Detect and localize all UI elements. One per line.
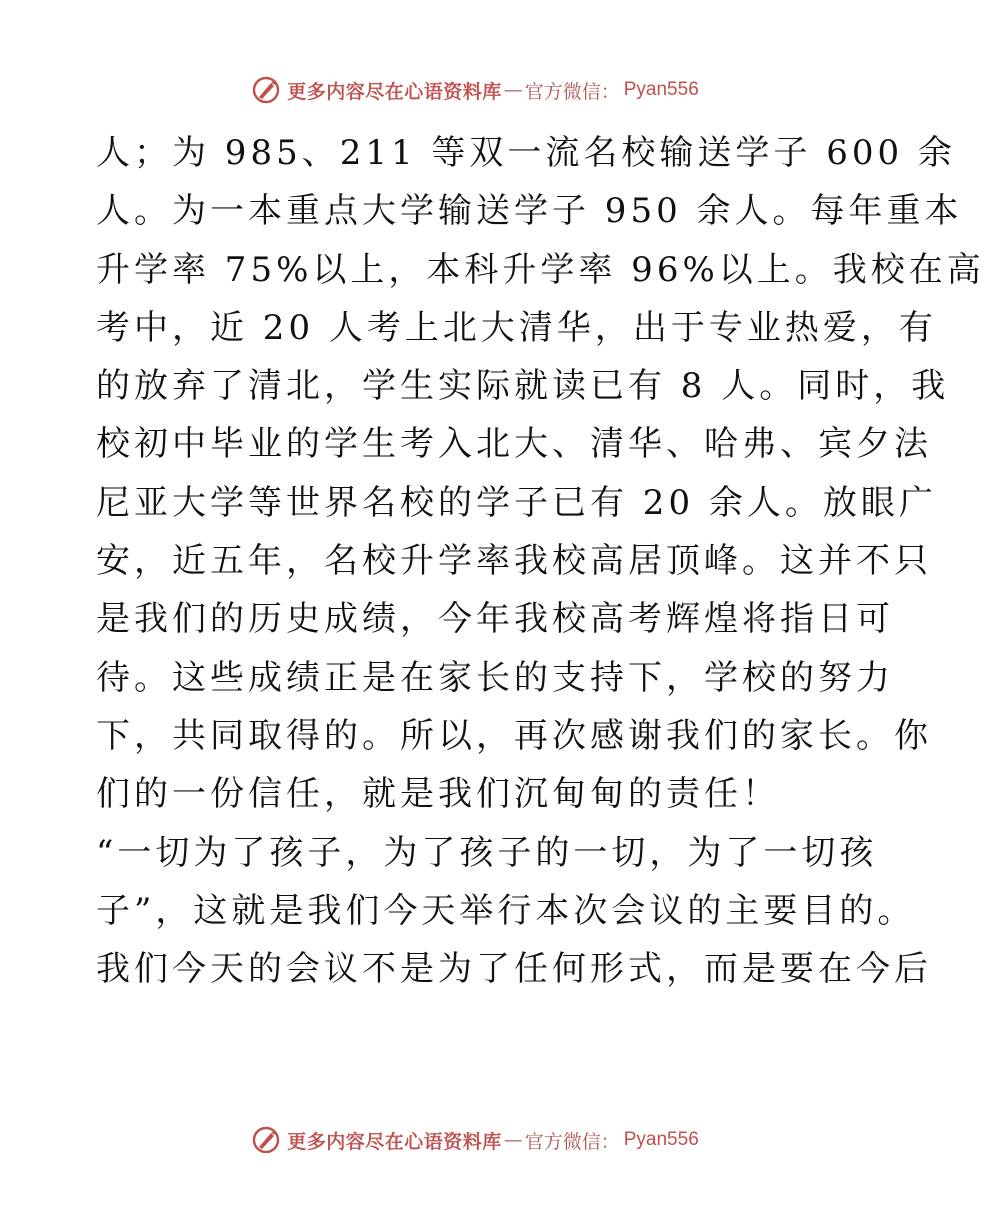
text-line: 的放弃了清北，学生实际就读已有 8 人。同时，我 — [96, 366, 950, 407]
text-line: 尼亚大学等世界名校的学子已有 20 余人。放眼广 — [96, 482, 937, 523]
text-line: 人；为 985、211 等双一流名校输送学子 600 余 — [96, 133, 956, 173]
text-line: “一切为了孩子，为了孩子的一切，为了一切孩 — [96, 832, 878, 873]
quill-pen-logo-icon — [251, 1125, 281, 1155]
banner-wechat-label: 官方微信： — [524, 1130, 620, 1153]
text-line: 安，近五年，名校升学率我校高居顶峰。这并不只 — [96, 541, 932, 582]
banner-title: 更多内容尽在心语资料库 — [287, 80, 502, 103]
banner-wechat-label: 官方微信： — [524, 80, 620, 103]
text-line: 校初中毕业的学生考入北大、清华、哈弗、宾夕法 — [96, 424, 932, 465]
banner-title: 更多内容尽在心语资料库 — [287, 1130, 502, 1153]
text-line: 是我们的历史成绩，今年我校高考辉煌将指日可 — [96, 599, 894, 640]
banner-wechat-id: Pyan556 — [623, 1129, 699, 1150]
banner-separator: — — [503, 79, 523, 101]
text-line: 待。这些成绩正是在家长的支持下，学校的努力 — [96, 657, 894, 698]
quill-pen-logo-icon — [251, 75, 281, 105]
text-line: 们的一份信任，就是我们沉甸甸的责任！ — [96, 774, 780, 815]
text-line: 考中，近 20 人考上北大清华，出于专业热爱，有 — [96, 307, 937, 348]
text-line: 我们今天的会议不是为了任何形式，而是要在今后 — [96, 949, 932, 990]
text-line: 人。为一本重点大学输送学子 950 余人。每年重本 — [96, 191, 963, 232]
header-banner — [0, 70, 950, 110]
text-line: 下，共同取得的。所以，再次感谢我们的家长。你 — [96, 715, 932, 756]
document-body — [96, 124, 985, 998]
text-line: 升学率 75%以上，本科升学率 96%以上。我校在高 — [96, 249, 985, 290]
text-line: 子”，这就是我们今天举行本次会议的主要目的。 — [96, 890, 916, 931]
banner-wechat-id: Pyan556 — [623, 79, 699, 100]
banner-separator: — — [503, 1129, 523, 1151]
footer-banner — [0, 1120, 950, 1160]
